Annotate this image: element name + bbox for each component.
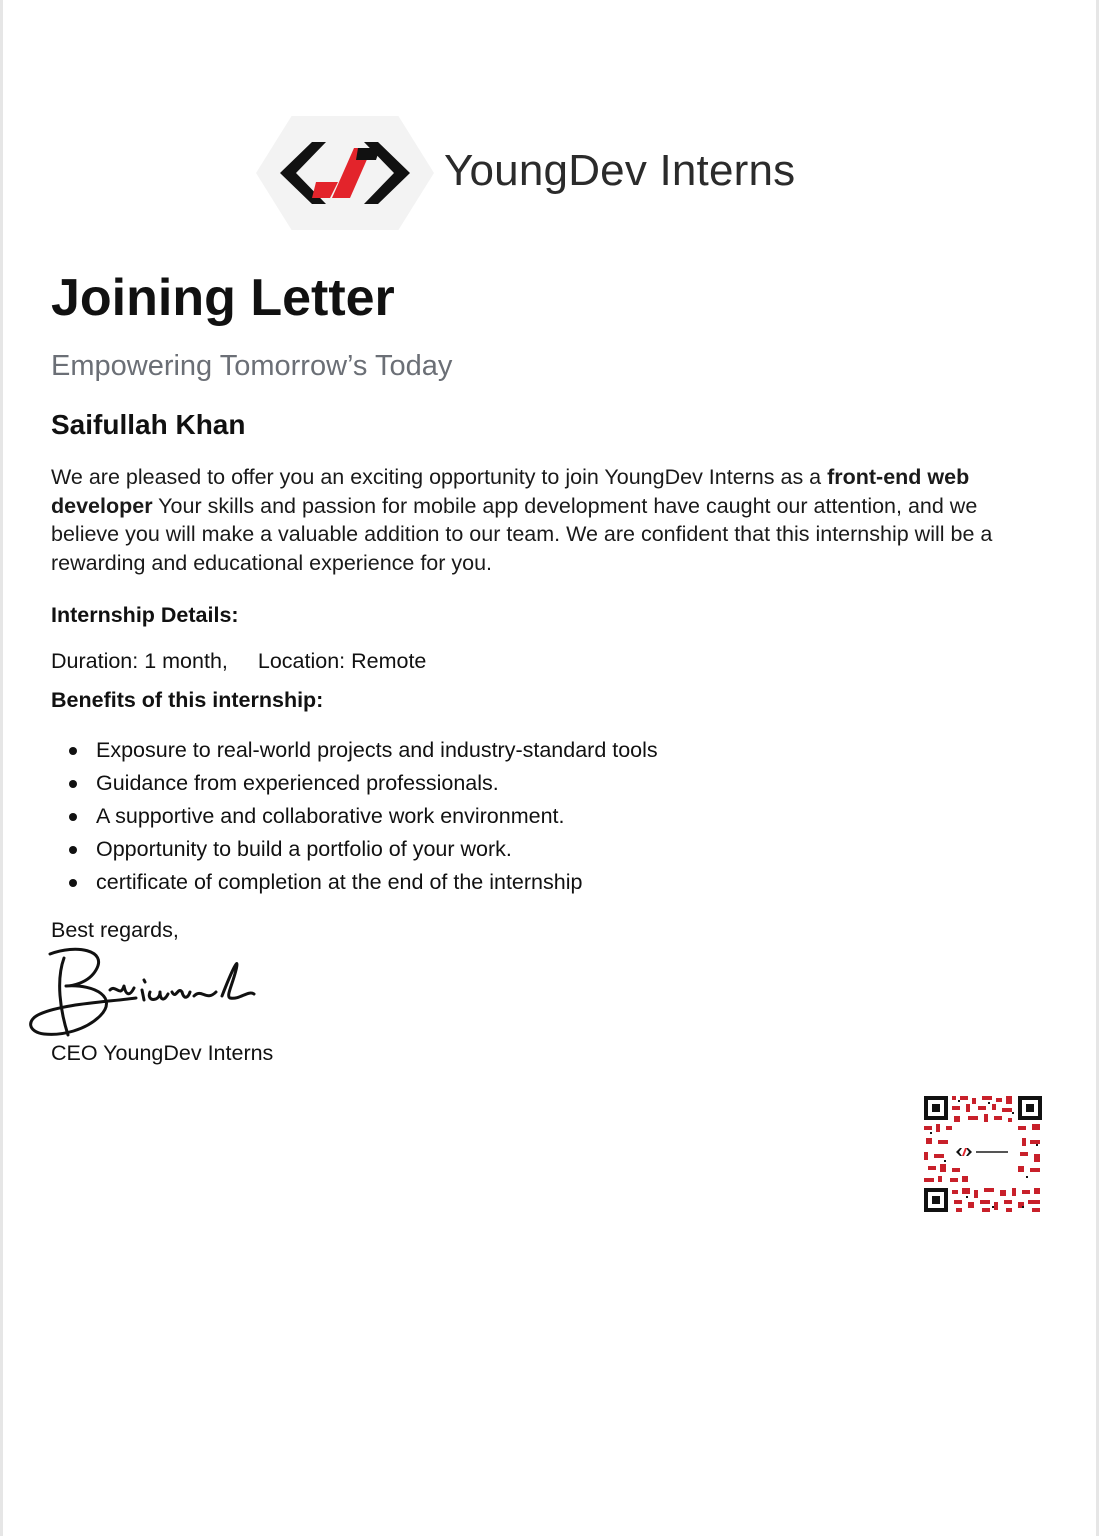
signature-icon xyxy=(26,940,266,1055)
closing-text: Best regards, xyxy=(51,918,179,942)
qr-code-icon xyxy=(922,1094,1044,1214)
intro-paragraph xyxy=(51,463,1036,577)
intro-text-end: Your skills and passion for mobile app development have caught our attention, and we believe you will make a valuable addition to our team. We are confident that this internship will be a rewarding and educational experience for you. xyxy=(51,493,993,575)
list-item: certificate of completion at the end of the internship xyxy=(51,868,658,901)
list-item: Exposure to real-world projects and industry-standard tools xyxy=(51,736,658,769)
tagline: Empowering Tomorrow’s Today xyxy=(51,350,453,382)
intro-role: front-end web developer xyxy=(51,465,970,518)
brand-name: YoungDev Interns xyxy=(444,146,796,195)
benefits-list xyxy=(51,736,658,901)
signer-title: CEO YoungDev Interns xyxy=(51,1041,274,1065)
list-item: Opportunity to build a portfolio of your work. xyxy=(51,835,658,868)
recipient-name: Saifullah Khan xyxy=(51,409,246,440)
intro-text-start: We are pleased to offer you an exciting opportunity to join YoungDev Interns as a xyxy=(51,465,828,489)
code-brackets-logo-icon xyxy=(256,116,434,230)
list-item: Guidance from experienced professionals. xyxy=(51,769,658,802)
page-edge-left xyxy=(0,0,3,1536)
details-line xyxy=(51,649,426,674)
page-title: Joining Letter xyxy=(51,269,395,327)
duration-text: Duration: 1 month, xyxy=(51,649,228,673)
location-text: Location: Remote xyxy=(257,649,427,673)
list-item: A supportive and collaborative work environment. xyxy=(51,802,658,835)
details-heading: Internship Details: xyxy=(51,603,239,627)
benefits-heading: Benefits of this internship: xyxy=(51,688,324,712)
